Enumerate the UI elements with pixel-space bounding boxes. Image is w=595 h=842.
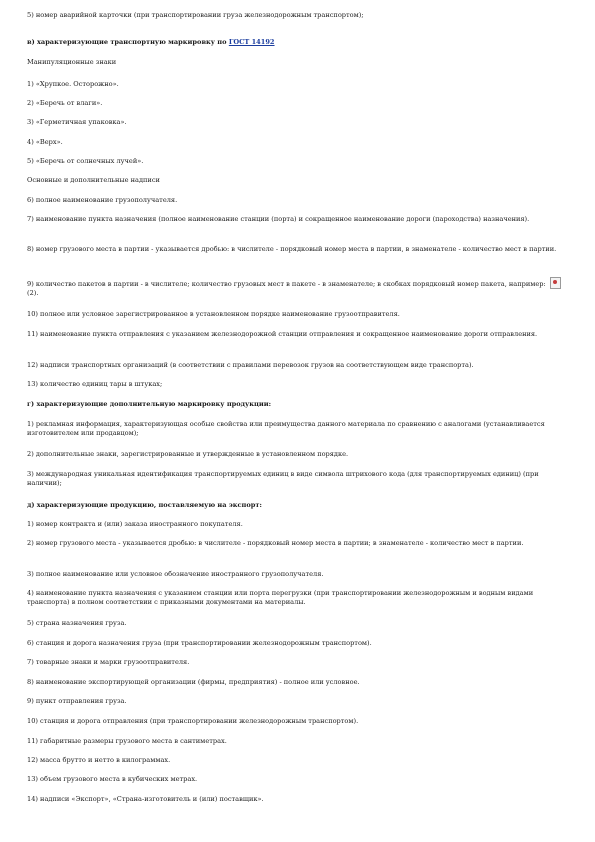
paragraph: 1) рекламная информация, характеризующая особые свойства или преимущества данного материала по сравнению с аналогами (устанавливается изготовителем или продавцом); xyxy=(27,420,545,437)
paragraph: 13) количество единиц тары в штуках; xyxy=(27,380,163,388)
paragraph: 2) номер грузового места - указывается дробью: в числителе - порядковый номер места в партии; в знаменателе - количество мест в партии. xyxy=(27,539,524,547)
paragraph: 9) пункт отправления груза. xyxy=(27,697,127,705)
paragraph: 5) «Беречь от солнечных лучей». xyxy=(27,157,144,165)
paragraph-heading xyxy=(27,38,565,47)
paragraph: 12) надписи транспортных организаций (в соответствии с правилами перевозок грузов на соответствующем виде транспорта). xyxy=(27,361,474,369)
paragraph: 7) товарные знаки и марки грузоотправителя. xyxy=(27,658,190,666)
paragraph: 2) дополнительные знаки, зарегистрированные и утвержденные в установленном порядке. xyxy=(27,450,349,458)
paragraph: 14) надписи «Экспорт», «Страна-изготовитель и (или) поставщик». xyxy=(27,795,264,803)
section-heading: д) характеризующие продукцию, поставляемую на экспорт: xyxy=(27,501,262,509)
paragraph: 8) наименование экспортирующей организации (фирмы, предприятия) - полное или условное. xyxy=(27,678,360,686)
paragraph: 3) «Герметичная упаковка». xyxy=(27,118,127,126)
paragraph: 8) номер грузового места в партии - указывается дробью: в числителе - порядковый номер места в партии, в знаменателе - количество мест в партии. xyxy=(27,245,557,253)
paragraph: 1) «Хрупкое. Осторожно». xyxy=(27,80,119,88)
gost-link[interactable]: ГОСТ 14192 xyxy=(228,38,275,46)
paragraph: 7) наименование пункта назначения (полное наименование станции (порта) и сокращенное наименование дороги (пароходства) назначения). xyxy=(27,215,530,223)
image-placeholder-icon xyxy=(550,277,561,289)
paragraph: 6) станция и дорога назначения груза (при транспортировании железнодорожным транспортом). xyxy=(27,639,372,647)
paragraph: 10) станция и дорога отправления (при транспортировании железнодорожным транспортом). xyxy=(27,717,359,725)
paragraph: 3) полное наименование или условное обозначение иностранного грузополучателя. xyxy=(27,570,324,578)
paragraph: 4) «Верх». xyxy=(27,138,63,146)
paragraph-tail: (2). xyxy=(27,289,39,297)
paragraph: 5) номер аварийной карточки (при транспортировании груза железнодорожным транспортом); xyxy=(27,11,364,19)
paragraph: 6) полное наименование грузополучателя. xyxy=(27,196,178,204)
paragraph: 4) наименование пункта назначения с указанием станции или порта перегрузки (при транспортировании железнодорожным и водным видами транспорта) в полном соответствии с приказными документами на материалы. xyxy=(27,589,534,606)
paragraph: 11) наименование пункта отправления с указанием железнодорожной станции отправления и сокращенное наименование дороги отправления. xyxy=(27,330,538,338)
section-heading: Основные и дополнительные надписи xyxy=(27,176,160,184)
paragraph-text: в) характеризующие транспортную маркировку по xyxy=(27,38,227,46)
paragraph: 1) номер контракта и (или) заказа иностранного покупателя. xyxy=(27,520,243,528)
paragraph: 13) объем грузового места в кубических метрах. xyxy=(27,775,198,783)
section-heading: г) характеризующие дополнительную маркировку продукции: xyxy=(27,400,272,408)
paragraph-text: 9) количество пакетов в партии - в числителе; количество грузовых мест в пакете - в знаменателе; в скобках порядковый номер пакета, например: xyxy=(27,280,546,288)
section-heading: Манипуляционные знаки xyxy=(27,58,117,66)
paragraph: 10) полное или условное зарегистрированное в установленном порядке наименование грузоотправителя. xyxy=(27,310,400,318)
paragraph xyxy=(27,277,565,298)
paragraph: 5) страна назначения груза. xyxy=(27,619,127,627)
paragraph: 2) «Беречь от влаги». xyxy=(27,99,103,107)
paragraph: 12) масса брутто и нетто в килограммах. xyxy=(27,756,171,764)
paragraph: 3) международная уникальная идентификация транспортируемых единиц в виде символа штрихового кода (для транспортируемых единиц) (при наличии); xyxy=(27,470,539,487)
paragraph: 11) габаритные размеры грузового места в сантиметрах. xyxy=(27,737,227,745)
